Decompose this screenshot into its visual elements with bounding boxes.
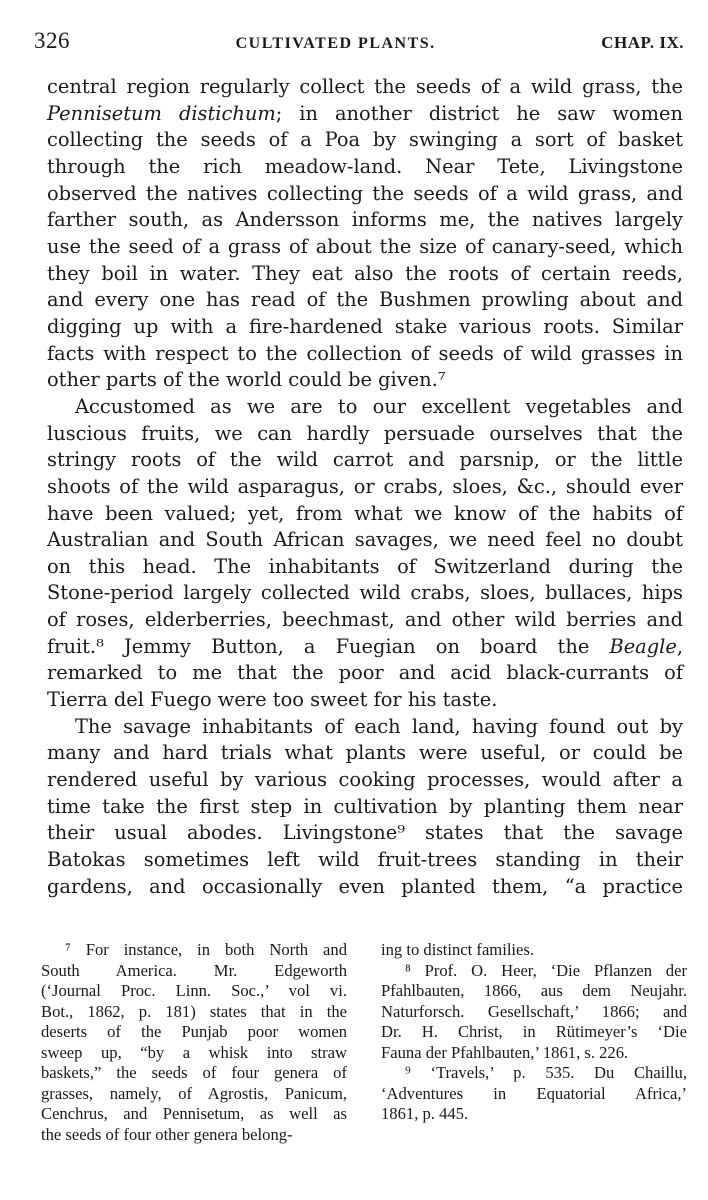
text-line: central region regularly collect the seeds of a wild grass, the: [47, 75, 683, 98]
footnote-line: sweep up, “by a whisk into straw: [41, 1042, 347, 1062]
text-line: they boil in water. They eat also the roots of certain reeds,: [47, 261, 683, 285]
footnote-line: ⁹ ‘Travels,’ p. 535. Du Chaillu,: [405, 1063, 687, 1082]
text-line: gardens, and occasionally even planted them, “a practice: [47, 874, 683, 898]
footnote-line: deserts of the Punjab poor women: [41, 1022, 347, 1041]
footnote-line: ⁷ For instance, in both North and: [65, 940, 347, 959]
footnote-line: 1861, p. 445.: [381, 1104, 469, 1123]
text-line: observed the natives collecting the seeds of a wild grass, and: [47, 181, 683, 205]
footnote-column-left: [41, 940, 347, 1145]
text-line: Batokas sometimes left wild fruit-trees standing in their: [47, 848, 683, 872]
text-line: farther south, as Andersson informs me, the natives largely: [47, 208, 683, 232]
footnote-line: ⁸ Prof. O. Heer, ‘Die Pflanzen der: [405, 960, 687, 980]
text-line: remarked to me that the poor and acid black-currants of: [47, 661, 683, 685]
text-line: Tierra del Fuego were too sweet for his taste.: [47, 688, 498, 712]
footnote-line: Cenchrus, and Pennisetum, as well as: [41, 1104, 347, 1123]
footnote-line: (‘Journal Proc. Linn. Soc.,’ vol vi.: [41, 981, 347, 1000]
footnote-line: South America. Mr. Edgeworth: [41, 960, 347, 980]
text-line: collecting the seeds of a Poa by swinging a sort of basket: [47, 128, 683, 152]
paragraph-start-line: The savage inhabitants of each land, having found out by: [75, 714, 683, 738]
text-line: many and hard trials what plants were useful, or could be: [47, 741, 683, 765]
text-line: on this head. The inhabitants of Switzerland during the: [47, 554, 683, 578]
text-line: digging up with a fire-hardened stake various roots. Similar: [47, 314, 683, 338]
footnote-line: grasses, namely, of Agrostis, Panicum,: [41, 1083, 347, 1103]
text-line: other parts of the world could be given.⁷: [47, 368, 446, 392]
text-line: have been valued; yet, from what we know of the habits of: [47, 501, 683, 525]
footnote-line: ‘Adventures in Equatorial Africa,’: [381, 1083, 687, 1103]
text-line: Australian and South African savages, we need feel no doubt: [47, 528, 683, 552]
body-text: [47, 74, 683, 900]
chapter-label: CHAP. IX.: [601, 33, 684, 52]
text-line: shoots of the wild asparagus, or crabs, sloes, &c., should ever: [47, 474, 683, 498]
footnote-line: ing to distinct families.: [381, 940, 535, 959]
footnote-column-right: [381, 940, 687, 1145]
text-line: use the seed of a grass of about the size of canary-seed, which: [47, 234, 683, 258]
text-line: their usual abodes. Livingstone⁹ states that the savage: [47, 821, 683, 845]
footnotes: [41, 940, 687, 1145]
text-line: and every one has read of the Bushmen prowling about and: [47, 288, 683, 312]
text-line: rendered useful by various cooking processes, would after a: [47, 768, 683, 792]
footnote-line: Naturforsch. Gesellschaft,’ 1866; and: [381, 1001, 687, 1021]
text-line: time take the first step in cultivation by planting them near: [47, 794, 683, 818]
text-line: Pennisetum distichum; in another district he saw women: [47, 101, 683, 125]
footnote-line: Pfahlbauten, 1866, aus dem Neujahr.: [381, 981, 687, 1000]
text-line: Stone-period largely collected wild crabs, sloes, bullaces, hips: [47, 581, 683, 605]
footnote-line: the seeds of four other genera belong-: [41, 1124, 293, 1144]
paragraph-start-line: Accustomed as we are to our excellent vegetables and: [75, 394, 683, 418]
text-line: facts with respect to the collection of seeds of wild grasses in: [47, 341, 683, 365]
text-line: fruit.⁸ Jemmy Button, a Fuegian on board the Beagle,: [47, 634, 683, 658]
text-line: through the rich meadow-land. Near Tete, Livingstone: [47, 154, 683, 178]
running-header: [34, 28, 684, 56]
footnote-line: Fauna der Pfahlbauten,’ 1861, s. 226.: [381, 1042, 629, 1062]
text-line: of roses, elderberries, beechmast, and other wild berries and: [47, 608, 683, 632]
footnote-line: Dr. H. Christ, in Rütimeyer’s ‘Die: [381, 1022, 687, 1041]
text-line: luscious fruits, we can hardly persuade ourselves that the: [47, 421, 683, 445]
text-line: stringy roots of the wild carrot and parsnip, or the little: [47, 448, 683, 472]
footnote-line: baskets,” the seeds of four genera of: [41, 1063, 347, 1082]
running-title: CULTIVATED PLANTS.: [235, 35, 436, 52]
footnote-line: Bot., 1862, p. 181) states that in the: [41, 1001, 347, 1021]
page-number: 326: [34, 28, 70, 53]
